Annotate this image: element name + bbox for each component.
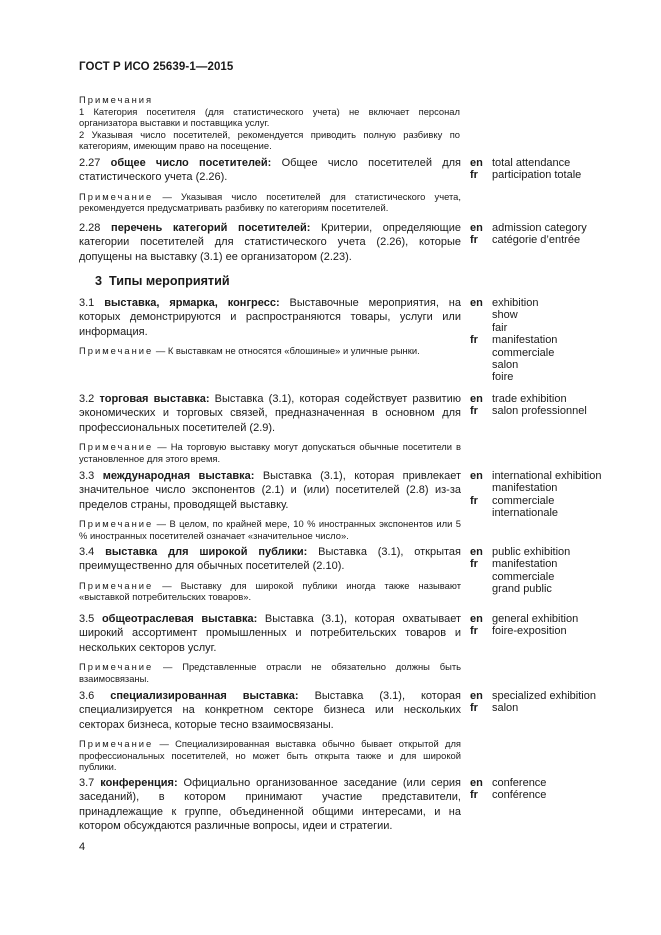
term-entry [79,612,461,684]
translation-en [470,393,587,405]
translation-term: salon professionnel [492,405,587,418]
lang-code-fr: fr [470,405,478,418]
translation-term: foire-exposition [492,625,567,638]
lang-terms-fr [492,334,557,384]
term-translations [470,777,546,802]
note-text: На торговую выставку могут допускаться обычные посетители в установленное для этого время. [79,441,461,464]
term-entry [79,221,461,264]
lang-code-fr: fr [470,234,478,247]
note-item: 1 Категория посетителя (для статистического учета) не включает персонал организатора выставки и поставщика услуг. [79,105,460,129]
translation-term: trade exhibition [492,393,567,405]
translation-en [470,297,557,334]
term-name: выставка, ярмарка, конгресс: [104,297,280,309]
note-dash: — [153,661,183,673]
term-translations [470,613,578,638]
term-definition-text: Общее число посетителей для статистического учета (2.26). [79,157,462,184]
lang-code-en: en [470,470,483,482]
term-number: 3.5 [79,613,95,625]
term-translations [470,690,596,715]
term-entry [79,392,461,464]
lang-terms-en [492,690,596,702]
translation-term: foire [492,371,514,384]
term-definition [79,392,461,435]
translation-term: admission category [492,222,587,234]
note-dash: — [153,345,168,357]
translation-term: international exhibition [492,470,602,482]
term-number: 3.3 [79,470,95,482]
translation-term: manifestation [492,482,558,495]
translation-fr [470,558,570,595]
lang-terms-en [492,222,587,234]
translation-term: fair [492,321,508,334]
document-header: ГОСТ Р ИСО 25639-1—2015 [79,61,234,73]
term-definition-text: Выставка (3.1), которая специализируется на конкретном секторе бизнеса или нескольких секторах бизнеса, которые тесно взаимосвязаны. [79,690,462,731]
page-number: 4 [79,841,86,853]
notes-block [79,94,460,152]
translation-fr [470,234,587,246]
translation-fr [470,169,581,181]
translation-term: specialized exhibition [492,690,596,702]
term-definition [79,296,461,339]
translation-fr [470,789,546,801]
lang-terms-fr [492,495,558,520]
translation-term: total attendance [492,157,571,169]
lang-terms-en [492,546,570,558]
lang-code-fr: fr [470,558,478,571]
lang-terms-fr [492,558,557,595]
translation-term: salon [492,702,519,715]
translation-fr [470,495,601,520]
lang-terms-en [492,613,578,625]
lang-terms-en [492,393,567,405]
note-dash: — [153,738,176,750]
section-heading [95,274,230,288]
translation-fr [470,405,587,417]
term-translations [470,297,557,384]
term-definition [79,221,461,264]
translation-term: public exhibition [492,546,571,558]
translation-en [470,546,570,558]
term-definition-text: Выставка (3.1), которая привлекает значительное число экспонентов (2.1) и (или) посетителей (2.8) из-за пределов страны, проводящей выставку. [79,470,461,511]
lang-terms-fr [492,625,567,637]
lang-code-en: en [470,546,483,558]
term-note [79,738,461,773]
lang-terms-en [492,777,546,789]
note-dash: — [153,518,170,530]
lang-code-fr: fr [470,702,478,715]
term-name: конференция: [100,777,178,789]
lang-code-fr: fr [470,169,478,182]
lang-terms-en [492,470,601,495]
translation-term: salon [492,359,519,372]
translation-term: commerciale [492,570,555,583]
translation-term: commerciale [492,346,555,359]
lang-code-fr: fr [470,625,478,638]
term-translations [470,157,581,182]
notes-title: Примечания [79,94,154,105]
translation-en [470,777,546,789]
translation-fr [470,702,596,714]
note-dash: — [153,579,181,591]
lang-terms-fr [492,169,581,181]
term-entry [79,296,461,357]
note-dash: — [153,190,182,202]
term-note [79,661,461,684]
translation-en [470,690,596,702]
translation-en [470,157,581,169]
lang-terms-fr [492,789,546,801]
lang-terms-fr [492,405,587,417]
term-definition-text: Официально организованное заседание (или серия заседаний), в котором принимают участие представители, принадлежащие к группе, объединенной общими интересами, и на котором обсуждаются различные вопросы, идеи и стратегии. [79,777,461,833]
term-definition-text: Выставочные мероприятия, на которых демонстрируются и распространяются товары, услуги или информация. [79,297,461,338]
translation-fr [470,625,578,637]
translation-fr [470,334,557,384]
note-item: 2 Указывая число посетителей, рекомендуется приводить полную разбивку по категориям, имеющим право на посещение. [79,128,460,152]
term-name: торговая выставка: [99,393,210,405]
section-title: Типы мероприятий [109,274,230,288]
term-name: специализированная выставка: [110,690,299,702]
note-label: Примечание [79,579,154,591]
translation-term: conference [492,777,547,789]
note-label: Примечание [79,441,154,453]
lang-code-en: en [470,777,483,789]
lang-code-en: en [470,297,483,309]
note-text: Выставку для широкой публики иногда также называют «выставкой потребительских товаров». [79,579,461,603]
term-number: 3.1 [79,297,95,309]
lang-terms-fr [492,702,518,714]
term-number: 2.27 [79,157,101,169]
term-name: общеотраслевая выставка: [101,613,258,625]
term-entry [79,469,461,541]
term-note [79,191,461,214]
lang-code-en: en [470,393,483,405]
term-translations [470,470,601,520]
note-dash: — [153,441,171,453]
term-entry [79,156,461,214]
term-name: общее число посетителей: [110,157,272,169]
lang-code-en: en [470,157,483,169]
lang-terms-fr [492,234,580,246]
term-number: 3.7 [79,777,95,789]
translation-term: internationale [492,507,559,520]
translation-term: exhibition [492,297,539,309]
term-definition [79,689,461,732]
term-translations [470,222,587,247]
translation-en [470,470,601,495]
translation-term: catégorie d’entrée [492,234,581,247]
term-number: 3.2 [79,393,95,405]
translation-term: commerciale [492,494,555,507]
note-text: В целом, по крайней мере, 10 % иностранных экспонентов или 5 % иностранных посетителей означает «значительное число». [79,518,461,541]
section-number: 3 [95,274,103,288]
term-number: 3.6 [79,690,95,702]
term-entry [79,689,461,773]
translation-term: participation totale [492,169,582,182]
lang-code-fr: fr [470,494,478,507]
translation-en [470,222,587,234]
translation-term: conférence [492,789,547,802]
term-note [79,518,461,541]
translation-en [470,613,578,625]
note-label: Примечание [79,738,154,750]
note-text: К выставкам не относятся «блошиные» и уличные рынки. [167,345,420,357]
term-note [79,345,461,357]
term-name: выставка для широкой публики: [105,546,308,558]
lang-code-en: en [470,613,483,625]
term-name: международная выставка: [102,470,255,482]
lang-code-fr: fr [470,789,478,802]
note-label: Примечание [79,518,154,530]
term-definition-text: Выставка (3.1), которая охватывает широкий ассортимент промышленных и потребительских товаров и нескольких секторов услуг. [79,613,462,654]
term-definition-text: Выставка (3.1), открытая преимущественно для обычных посетителей (2.10). [79,546,461,573]
lang-code-en: en [470,690,483,702]
note-label: Примечание [79,190,154,202]
lang-terms-en [492,157,570,169]
lang-code-en: en [470,222,483,234]
note-text: Представленные отрасли не обязательно должны быть взаимосвязаны. [79,661,461,684]
term-definition-text: Выставка (3.1), которая содействует развитию экономических и торговых связей, предназначенная в основном для профессиональных посетителей (2.9). [79,393,461,434]
term-translations [470,546,570,596]
translation-term: manifestation [492,334,558,347]
note-label: Примечание [79,345,154,357]
translation-term: grand public [492,583,552,596]
term-number: 2.28 [79,222,101,234]
term-translations [470,393,587,418]
term-definition [79,776,461,834]
translation-term: show [492,309,518,322]
term-definition [79,469,461,512]
term-note [79,580,461,603]
term-entry [79,545,461,603]
note-text: Специализированная выставка обычно бывает открытой для профессиональных посетителей, но может быть открыта также и для широкой публики. [79,738,461,773]
term-number: 3.4 [79,546,95,558]
term-entry [79,776,461,834]
term-definition-text: Критерии, определяющие категории посетителей для статистического учета (2.26), которые допущены на выставку (3.1) ее организатором (2.23). [79,222,461,263]
term-definition [79,612,461,655]
term-definition [79,156,461,185]
lang-code-fr: fr [470,334,478,347]
term-name: перечень категорий посетителей: [111,222,311,234]
translation-term: general exhibition [492,613,579,625]
term-definition [79,545,461,574]
term-note [79,441,461,464]
lang-terms-en [492,297,538,334]
translation-term: manifestation [492,558,558,571]
note-text: Указывая число посетителей для статистического учета, рекомендуется предусматривать разбивку по категориям посетителей. [79,190,461,214]
note-label: Примечание [79,661,154,673]
